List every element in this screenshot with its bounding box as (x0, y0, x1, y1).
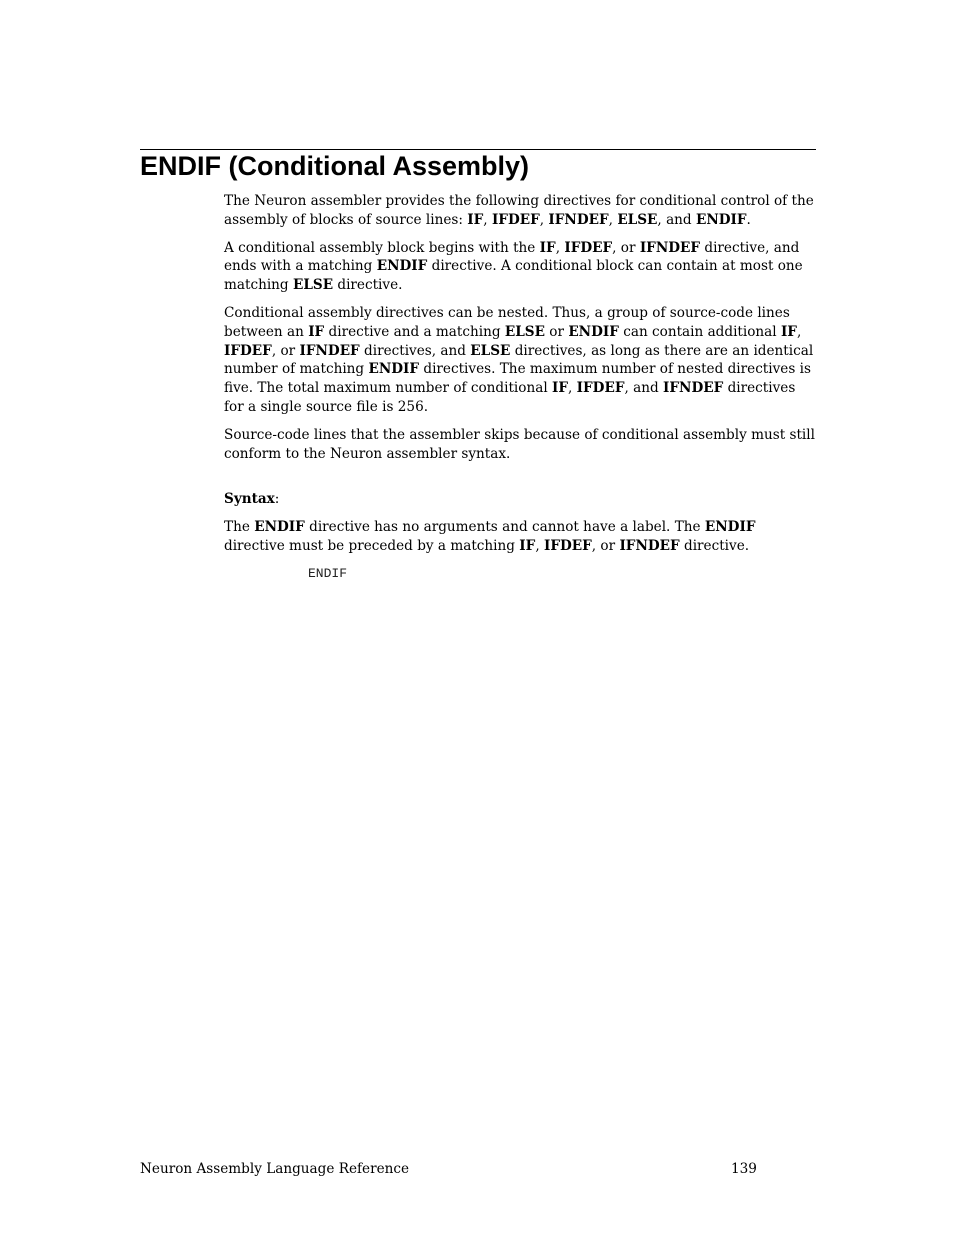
text-run: , (535, 537, 544, 554)
text-run: Conditional assembly directives can be nested. Thus, a group of source-code lines between an (224, 304, 790, 340)
text-run: directive. (333, 277, 403, 294)
text-run: directive. (679, 537, 750, 554)
text-run: directive. A conditional block can contain at most one matching (224, 258, 803, 294)
text-run: , or (271, 342, 300, 359)
text-run: The (224, 519, 255, 536)
directive-keyword: IFNDEF (619, 537, 680, 554)
text-run: , or (591, 537, 620, 554)
text-run: directive has no arguments and cannot have a label. The (304, 519, 705, 536)
text-run: , or (612, 239, 640, 256)
directive-keyword: IF (780, 323, 797, 340)
text-run: directives, and (359, 342, 471, 359)
text-run: or (544, 323, 569, 340)
directive-keyword: IFDEF (576, 380, 625, 397)
text-run: directives, as long as there are an identical number of matching (224, 342, 814, 378)
text-run: directive and a matching (324, 323, 505, 340)
text-run: , (568, 380, 577, 397)
syntax-colon: : (274, 491, 280, 508)
text-run: , (483, 211, 492, 228)
text-run: , (608, 211, 618, 228)
directive-keyword: ELSE (504, 323, 545, 340)
directive-keyword: IF (552, 380, 569, 397)
text-run: . (746, 211, 751, 228)
text-run: Source-code lines that the assembler skips because of conditional assembly must still conform to the Neuron assembler syntax. (224, 426, 815, 462)
directive-keyword: ELSE (617, 211, 658, 228)
paragraph-1 (224, 192, 816, 230)
text-run: directives. The maximum number of nested directives is five. The total maximum number of conditional (224, 361, 811, 397)
directive-keyword: ELSE (470, 342, 511, 359)
directive-keyword: IFNDEF (299, 342, 360, 359)
code-example: ENDIF (308, 565, 348, 581)
directive-keyword: IF (467, 211, 484, 228)
directive-keyword: ENDIF (568, 323, 619, 340)
text-run: directives for a single source file is 256. (224, 380, 796, 415)
text-run: , and (624, 380, 664, 397)
directive-keyword: IFNDEF (663, 380, 724, 397)
directive-keyword: IFDEF (543, 537, 592, 554)
paragraph-2 (224, 239, 816, 295)
text-run: , (796, 323, 802, 340)
directive-keyword: IF (519, 537, 536, 554)
paragraph-3 (224, 304, 816, 417)
syntax-heading (224, 490, 816, 509)
directive-keyword: IFDEF (491, 211, 540, 228)
directive-keyword: ENDIF (376, 258, 428, 275)
text-run: directive must be preceded by a matching (224, 537, 520, 554)
syntax-label: Syntax (224, 491, 275, 508)
directive-keyword: IF (539, 239, 556, 256)
directive-keyword: ELSE (292, 277, 334, 294)
directive-keyword: ENDIF (254, 519, 305, 536)
directive-keyword: ENDIF (704, 519, 756, 536)
text-run: , and (657, 211, 696, 228)
text-run: A conditional assembly block begins with the (224, 239, 540, 256)
paragraph-4 (224, 426, 816, 464)
directive-keyword: IF (308, 323, 325, 340)
directive-keyword: IFDEF (564, 239, 613, 256)
text-run: The Neuron assembler provides the following directives for conditional control of the assembly of blocks of source lines: (224, 193, 814, 228)
text-run: , (539, 211, 549, 228)
footer-title: Neuron Assembly Language Reference (140, 1161, 410, 1177)
body-text (224, 192, 816, 583)
text-run: , (555, 239, 565, 256)
page-title: ENDIF (Conditional Assembly) (140, 151, 530, 181)
directive-keyword: IFDEF (224, 342, 272, 359)
page-number: 139 (731, 1161, 757, 1177)
directive-keyword: ENDIF (368, 361, 420, 378)
text-run: can contain additional (618, 323, 781, 340)
directive-keyword: ENDIF (695, 211, 747, 228)
directive-keyword: IFNDEF (639, 239, 701, 256)
text-run: directive, and ends with a matching (224, 239, 800, 275)
directive-keyword: IFNDEF (548, 211, 609, 228)
syntax-paragraph (224, 518, 816, 556)
